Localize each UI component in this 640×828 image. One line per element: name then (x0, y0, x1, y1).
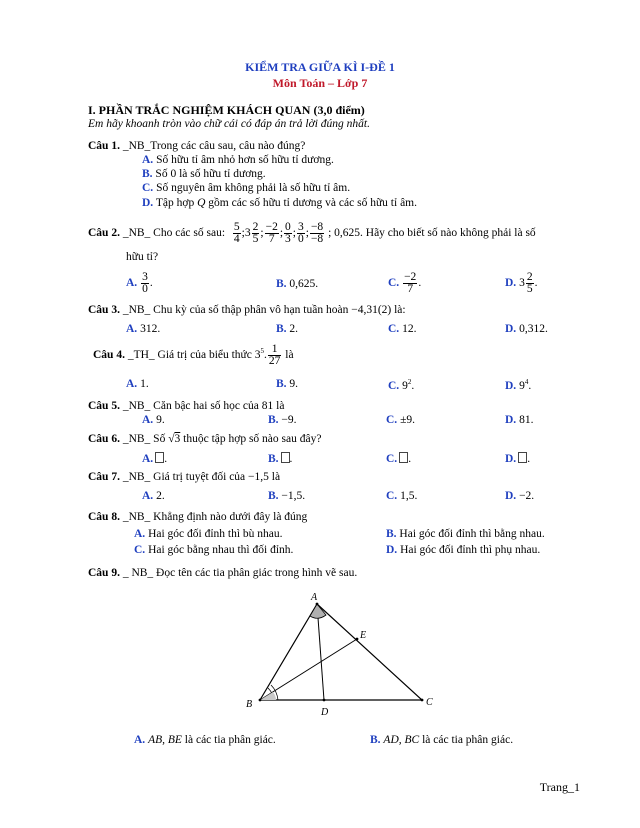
q3-option-d[interactable] (505, 323, 548, 335)
option-letter: B. (142, 168, 153, 180)
q8-option-d[interactable] (386, 544, 540, 556)
option-letter: B. (268, 490, 279, 502)
question-4 (93, 344, 294, 367)
option-text: 0,625. (289, 278, 319, 290)
option-base: 9 (519, 379, 525, 392)
q2-option-d[interactable]: D. 3 $\frac{2}{5}$ . (505, 271, 538, 295)
expression: $3^5$. $\frac{1}{27}$ (254, 343, 281, 367)
label-b: B (246, 699, 253, 710)
q2-option-b[interactable] (276, 278, 318, 290)
sqrt-3: √3 (168, 433, 181, 445)
q5-option-d[interactable] (505, 414, 533, 426)
label-c: C (426, 697, 433, 708)
question-tail: là: (394, 304, 406, 316)
question-text: _TH_ Giá trị của biểu thức (127, 349, 252, 362)
option-letter: B. (386, 528, 397, 540)
label-e: E (360, 630, 367, 641)
question-label: Câu 9. (88, 567, 120, 579)
option-letter: A. (142, 414, 154, 426)
point-d (323, 699, 326, 702)
label-d: D (321, 707, 329, 718)
bisector-be (260, 639, 357, 700)
option-rays: AB, BE (148, 734, 182, 746)
question-tail: ; 0,625. Hãy cho biết số nào không phải là số (328, 227, 536, 240)
question-tail: thuộc tập hợp số nào sau đây? (183, 433, 322, 445)
option-text: 9. (156, 414, 165, 426)
option-fraction: $\frac{-2}{7}$ (404, 271, 417, 295)
option-text: −9. (281, 414, 297, 426)
q3-option-b[interactable] (276, 323, 298, 335)
option-letter: A. (142, 453, 154, 465)
option-letter: D. (505, 323, 517, 335)
option-rays: AD, BC (383, 734, 420, 746)
option-letter: D. (505, 414, 517, 426)
triangle-abc (260, 604, 422, 700)
q4-option-d[interactable]: D. $9^4$. (505, 378, 532, 392)
question-text: _ NB_ Đọc tên các tia phân giác trong hình vẽ sau. (122, 567, 358, 579)
option-fraction: $\frac{3}{0}$ (142, 271, 148, 295)
question-label: Câu 8. (88, 511, 120, 523)
option-letter: D. (505, 453, 517, 465)
q4-option-c[interactable]: C. $9^2$. (388, 378, 415, 392)
number-value: −1,5 (248, 471, 269, 483)
option-text: 312. (140, 323, 161, 335)
exam-subtitle: Môn Toán – Lớp 7 (272, 76, 368, 90)
option-base: 9 (402, 379, 408, 392)
q6-option-a[interactable]: A. . (142, 453, 168, 465)
q4-option-b[interactable] (276, 378, 298, 390)
question-label: Câu 2. (88, 227, 120, 240)
option-letter: C. (386, 490, 398, 502)
q5-option-a[interactable] (142, 414, 165, 426)
q7-option-c[interactable] (386, 490, 417, 502)
q4-option-a[interactable] (126, 378, 149, 390)
question-tail: là (285, 349, 294, 362)
option-letter: D. (505, 277, 517, 290)
q3-option-a[interactable] (126, 323, 160, 335)
question-1 (88, 140, 305, 152)
q3-option-c[interactable] (388, 323, 416, 335)
question-continuation: hữu tỉ? (126, 251, 159, 263)
option-letter: C. (388, 323, 400, 335)
question-5 (88, 400, 284, 412)
set-symbol: Q (197, 197, 206, 209)
page-number: Trang_1 (539, 780, 580, 794)
option-letter: C. (388, 277, 400, 290)
option-letter: B. (276, 278, 287, 290)
option-text: Hai góc đối đỉnh thì bù nhau. (148, 528, 283, 540)
option-letter: D. (505, 379, 517, 392)
question-text: _NB_ Căn bậc hai số học của 81 là (122, 400, 285, 412)
option-letter: A. (134, 528, 146, 540)
option-letter: C. (386, 453, 398, 465)
question-text: _NB_ Cho các số sau: (122, 227, 226, 240)
question-text: _NB_ Giá trị tuyệt đối của (122, 471, 246, 483)
option-text: 2. (289, 323, 299, 335)
option-text: Tập hợp (155, 197, 195, 209)
option-text: Hai góc bằng nhau thì đối đỉnh. (148, 544, 294, 556)
q8-option-c[interactable] (134, 544, 293, 556)
q9-option-a[interactable] (134, 734, 276, 746)
option-letter: A. (126, 277, 138, 290)
question-2 (88, 222, 536, 245)
question-label: Câu 1. (88, 140, 120, 152)
question-6 (88, 433, 321, 445)
point-b (259, 699, 262, 702)
option-text: −1,5. (281, 490, 306, 502)
point-e (356, 638, 359, 641)
option-letter: C. (142, 182, 154, 194)
option-text: Số hữu tỉ âm nhỏ hơn số hữu tỉ dương. (156, 154, 334, 166)
option-text: 1. (140, 378, 149, 390)
option-letter: D. (142, 197, 154, 209)
option-text: 9. (289, 378, 299, 390)
section-title: I. PHẦN TRẮC NGHIỆM KHÁCH QUAN (3,0 điểm) (88, 103, 365, 117)
number-list: $\frac{5}{4}$ ;3 $\frac{2}{5}$ ; $\frac{-2}{7}$ ; $\frac{0}{3}$ ; $\frac{3}{0}$ ; $\frac{-8}{-8}$ (233, 221, 324, 245)
q6-option-c[interactable]: C. . (386, 453, 412, 465)
option-letter: D. (386, 544, 398, 556)
option-whole: 3 (519, 277, 525, 290)
question-text: _NB_ Khẳng định nào dưới đây là đúng (122, 511, 308, 523)
option-text: 12. (402, 323, 417, 335)
question-3 (88, 304, 406, 316)
option-letter: C. (134, 544, 146, 556)
option-text: ±9. (400, 414, 415, 426)
point-a (316, 603, 319, 606)
option-text: −2. (519, 490, 535, 502)
q2-option-c[interactable]: C. $\frac{-2}{7}$ . (388, 271, 422, 295)
angle-mark-a (310, 604, 326, 618)
option-fraction: $\frac{2}{5}$ (526, 271, 533, 295)
question-label: Câu 3. (88, 304, 120, 316)
option-letter: B. (276, 378, 287, 390)
point-c (421, 699, 424, 702)
missing-glyph-icon (518, 452, 527, 463)
option-text: 1,5. (400, 490, 418, 502)
option-text: gồm các số hữu tỉ dương và các số hữu tỉ âm. (208, 197, 418, 209)
option-text: là các tia phân giác. (422, 734, 514, 746)
q5-option-c[interactable] (386, 414, 415, 426)
option-letter: B. (276, 323, 287, 335)
q6-option-d[interactable]: D. . (505, 453, 531, 465)
option-text: là các tia phân giác. (184, 734, 276, 746)
q1-option-a[interactable] (142, 154, 334, 166)
option-letter: A. (142, 490, 154, 502)
q8-option-a[interactable] (134, 528, 283, 540)
option-exponent: 2 (407, 378, 412, 386)
option-letter: A. (134, 734, 146, 746)
option-letter: A. (126, 323, 138, 335)
q5-option-b[interactable] (268, 414, 297, 426)
option-text: 0,312. (519, 323, 548, 335)
missing-glyph-icon (399, 452, 408, 463)
question-8 (88, 511, 307, 523)
option-letter: C. (388, 379, 400, 392)
question-label: Câu 6. (88, 433, 120, 445)
option-letter: D. (505, 490, 517, 502)
q9-option-b[interactable] (370, 734, 513, 746)
q6-option-b[interactable]: B. . (268, 453, 293, 465)
decimal-value: −4,31(2) (351, 304, 392, 316)
option-letter: A. (142, 154, 154, 166)
question-9 (88, 567, 357, 579)
option-text: 2. (156, 490, 165, 502)
label-a: A (311, 592, 318, 603)
question-tail: là (271, 471, 281, 483)
section-instruction: Em hãy khoanh tròn vào chữ cái có đáp án trả lời đúng nhất. (88, 118, 370, 130)
option-letter: A. (126, 378, 138, 390)
option-exponent: 4 (524, 378, 529, 386)
question-7 (88, 471, 280, 483)
option-letter: B. (370, 734, 381, 746)
question-label: Câu 7. (88, 471, 120, 483)
triangle-figure (240, 588, 440, 723)
option-text: Số 0 là số hữu tỉ dương. (155, 168, 266, 180)
question-label: Câu 5. (88, 400, 120, 412)
option-text: Hai góc đối đỉnh thì bằng nhau. (399, 528, 545, 540)
question-text: _NB_ Chu kỳ của số thập phân vô hạn tuần hoàn (122, 304, 349, 316)
q7-option-b[interactable] (268, 490, 305, 502)
question-text: _NB_ Số (122, 433, 166, 445)
option-text: Hai góc đối đỉnh thì phụ nhau. (400, 544, 541, 556)
q1-option-b[interactable] (142, 168, 266, 180)
q7-option-d[interactable] (505, 490, 534, 502)
missing-glyph-icon (155, 452, 164, 463)
q1-option-c[interactable] (142, 182, 350, 194)
option-text: 81. (519, 414, 534, 426)
option-letter: C. (386, 414, 398, 426)
missing-glyph-icon (281, 452, 290, 463)
q7-option-a[interactable] (142, 490, 165, 502)
option-letter: B. (268, 453, 279, 465)
exam-title: KIỂM TRA GIỮA KÌ I-ĐỀ 1 (245, 60, 395, 74)
option-text: Số nguyên âm không phải là số hữu tỉ âm. (156, 182, 351, 194)
question-label: Câu 4. (93, 349, 125, 362)
q8-option-b[interactable] (386, 528, 545, 540)
option-letter: B. (268, 414, 279, 426)
question-text: _NB_Trong các câu sau, câu nào đúng? (122, 140, 306, 152)
q1-option-d[interactable] (142, 197, 417, 209)
q2-option-a[interactable]: A. $\frac{3}{0}$ . (126, 271, 153, 295)
